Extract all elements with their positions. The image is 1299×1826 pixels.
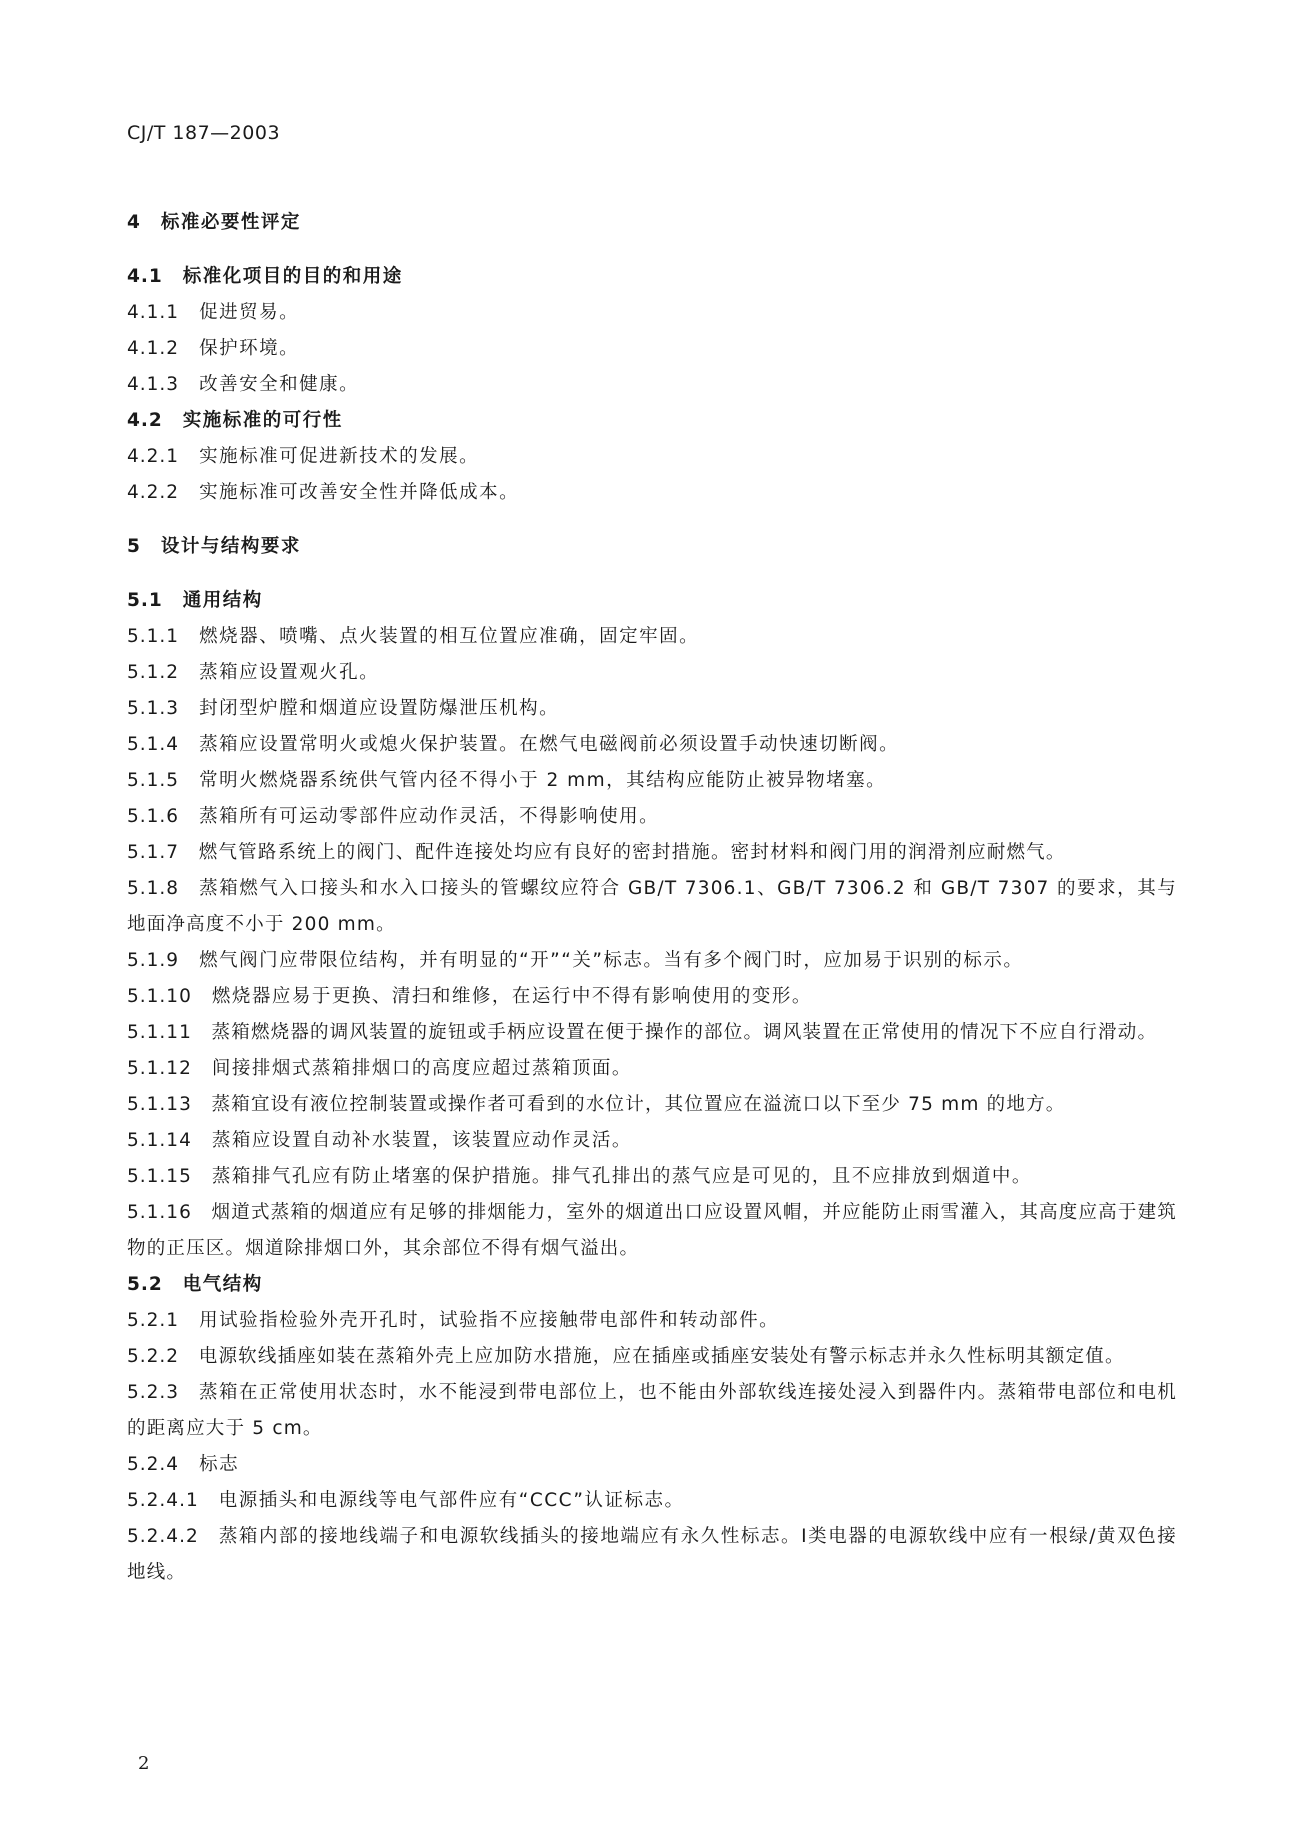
- clause-text: 实施标准的可行性: [182, 410, 343, 431]
- clause-number: 5.1.3: [127, 698, 180, 719]
- clause-paragraph: [127, 475, 1177, 511]
- clause-number: 5.2.4: [127, 1454, 180, 1475]
- clause-paragraph: [127, 367, 1177, 403]
- clause-number: 5.1.6: [127, 806, 180, 827]
- clause-number: 5.1: [127, 590, 163, 611]
- clause-paragraph: [127, 1339, 1177, 1375]
- clause-number: 5.2.4.2: [127, 1526, 199, 1547]
- clause-paragraph: [127, 1159, 1177, 1195]
- clause-text: 蒸箱内部的接地线端子和电源软线插头的接地端应有永久性标志。Ⅰ类电器的电源软线中应有一根绿/黄双色接地线。: [127, 1526, 1177, 1583]
- clause-number: 5.1.8: [127, 878, 180, 899]
- clause-number: 4: [127, 212, 141, 233]
- clause-text: 标准必要性评定: [160, 212, 301, 233]
- clause-text: 标准化项目的目的和用途: [182, 266, 403, 287]
- clause-text: 常明火燃烧器系统供气管内径不得小于 2 mm，其结构应能防止被异物堵塞。: [199, 770, 887, 791]
- section-heading: [127, 403, 1177, 439]
- clause-text: 封闭型炉膛和烟道应设置防爆泄压机构。: [199, 698, 560, 719]
- clause-number: 4.1.3: [127, 374, 180, 395]
- clause-number: 4.1.2: [127, 338, 180, 359]
- clause-paragraph: [127, 1015, 1177, 1051]
- standard-code: CJ/T 187—2003: [127, 122, 281, 144]
- clause-number: 5.1.9: [127, 950, 180, 971]
- clause-text: 实施标准可促进新技术的发展。: [199, 446, 480, 467]
- clause-text: 燃烧器应易于更换、清扫和维修，在运行中不得有影响使用的变形。: [211, 986, 812, 1007]
- document-body: [127, 205, 1177, 1591]
- clause-number: 5.1.12: [127, 1058, 192, 1079]
- clause-text: 通用结构: [182, 590, 263, 611]
- clause-number: 5: [127, 536, 141, 557]
- clause-number: 5.2.3: [127, 1382, 180, 1403]
- clause-text: 电气结构: [182, 1274, 263, 1295]
- clause-text: 电源插头和电源线等电气部件应有“CCC”认证标志。: [218, 1490, 685, 1511]
- clause-paragraph: [127, 763, 1177, 799]
- clause-number: 5.1.13: [127, 1094, 192, 1115]
- clause-text: 烟道式蒸箱的烟道应有足够的排烟能力，室外的烟道出口应设置风帽，并应能防止雨雪灌入，其高度应高于建筑物的正压区。烟道除排烟口外，其余部位不得有烟气溢出。: [127, 1202, 1177, 1259]
- clause-text: 蒸箱燃烧器的调风装置的旋钮或手柄应设置在便于操作的部位。调风装置在正常使用的情况下不应自行滑动。: [211, 1022, 1158, 1043]
- clause-text: 设计与结构要求: [160, 536, 301, 557]
- clause-text: 蒸箱宜设有液位控制装置或操作者可看到的水位计，其位置应在溢流口以下至少 75 mm 的地方。: [211, 1094, 1066, 1115]
- clause-paragraph: [127, 655, 1177, 691]
- clause-text: 用试验指检验外壳开孔时，试验指不应接触带电部件和转动部件。: [199, 1310, 780, 1331]
- clause-number: 5.1.4: [127, 734, 180, 755]
- clause-paragraph: [127, 799, 1177, 835]
- clause-text: 燃烧器、喷嘴、点火装置的相互位置应准确，固定牢固。: [199, 626, 700, 647]
- clause-text: 改善安全和健康。: [199, 374, 360, 395]
- clause-number: 5.2: [127, 1274, 163, 1295]
- clause-paragraph: [127, 1447, 1177, 1483]
- clause-paragraph: [127, 727, 1177, 763]
- clause-number: 4.1: [127, 266, 163, 287]
- clause-paragraph: [127, 835, 1177, 871]
- clause-paragraph: [127, 439, 1177, 475]
- section-heading: [127, 205, 1177, 241]
- clause-paragraph: [127, 871, 1177, 943]
- clause-text: 燃气阀门应带限位结构，并有明显的“开”“关”标志。当有多个阀门时，应加易于识别的标示。: [199, 950, 1024, 971]
- clause-text: 蒸箱应设置自动补水装置，该装置应动作灵活。: [211, 1130, 632, 1151]
- section-heading: [127, 259, 1177, 295]
- page-number: 2: [138, 1753, 150, 1774]
- clause-paragraph: [127, 331, 1177, 367]
- clause-paragraph: [127, 1375, 1177, 1447]
- clause-paragraph: [127, 691, 1177, 727]
- section-heading: [127, 529, 1177, 565]
- clause-text: 蒸箱排气孔应有防止堵塞的保护措施。排气孔排出的蒸气应是可见的，且不应排放到烟道中。: [211, 1166, 1032, 1187]
- clause-paragraph: [127, 943, 1177, 979]
- clause-number: 5.1.11: [127, 1022, 192, 1043]
- clause-number: 5.1.15: [127, 1166, 192, 1187]
- clause-text: 蒸箱燃气入口接头和水入口接头的管螺纹应符合 GB/T 7306.1、GB/T 7306.2 和 GB/T 7307 的要求，其与地面净高度不小于 200 mm。: [127, 878, 1177, 935]
- clause-paragraph: [127, 1087, 1177, 1123]
- clause-paragraph: [127, 1519, 1177, 1591]
- clause-paragraph: [127, 1303, 1177, 1339]
- clause-number: 5.1.1: [127, 626, 180, 647]
- clause-paragraph: [127, 1483, 1177, 1519]
- clause-paragraph: [127, 1123, 1177, 1159]
- clause-number: 4.1.1: [127, 302, 180, 323]
- section-heading: [127, 583, 1177, 619]
- clause-paragraph: [127, 295, 1177, 331]
- clause-number: 5.2.2: [127, 1346, 180, 1367]
- clause-number: 5.1.14: [127, 1130, 192, 1151]
- clause-text: 电源软线插座如装在蒸箱外壳上应加防水措施，应在插座或插座安装处有警示标志并永久性标明其额定值。: [198, 1346, 1125, 1367]
- clause-text: 保护环境。: [199, 338, 300, 359]
- clause-text: 标志: [199, 1454, 240, 1475]
- clause-text: 蒸箱应设置常明火或熄火保护装置。在燃气电磁阀前必须设置手动快速切断阀。: [199, 734, 900, 755]
- clause-text: 燃气管路系统上的阀门、配件连接处均应有良好的密封措施。密封材料和阀门用的润滑剂应耐燃气。: [198, 842, 1066, 863]
- clause-number: 5.2.4.1: [127, 1490, 199, 1511]
- section-heading: [127, 1267, 1177, 1303]
- clause-text: 蒸箱应设置观火孔。: [199, 662, 380, 683]
- clause-text: 蒸箱在正常使用状态时，水不能浸到带电部位上，也不能由外部软线连接处浸入到器件内。蒸箱带电部位和电机的距离应大于 5 cm。: [127, 1382, 1177, 1439]
- clause-number: 5.2.1: [127, 1310, 180, 1331]
- clause-number: 4.2: [127, 410, 163, 431]
- clause-number: 5.1.5: [127, 770, 180, 791]
- clause-text: 实施标准可改善安全性并降低成本。: [199, 482, 520, 503]
- clause-number: 5.1.2: [127, 662, 180, 683]
- clause-number: 4.2.1: [127, 446, 180, 467]
- clause-number: 5.1.7: [127, 842, 180, 863]
- clause-number: 5.1.10: [127, 986, 192, 1007]
- clause-paragraph: [127, 1051, 1177, 1087]
- clause-text: 蒸箱所有可运动零部件应动作灵活，不得影响使用。: [199, 806, 660, 827]
- clause-paragraph: [127, 1195, 1177, 1267]
- clause-paragraph: [127, 619, 1177, 655]
- clause-number: 5.1.16: [127, 1202, 192, 1223]
- clause-paragraph: [127, 979, 1177, 1015]
- clause-number: 4.2.2: [127, 482, 180, 503]
- clause-text: 间接排烟式蒸箱排烟口的高度应超过蒸箱顶面。: [211, 1058, 632, 1079]
- clause-text: 促进贸易。: [199, 302, 300, 323]
